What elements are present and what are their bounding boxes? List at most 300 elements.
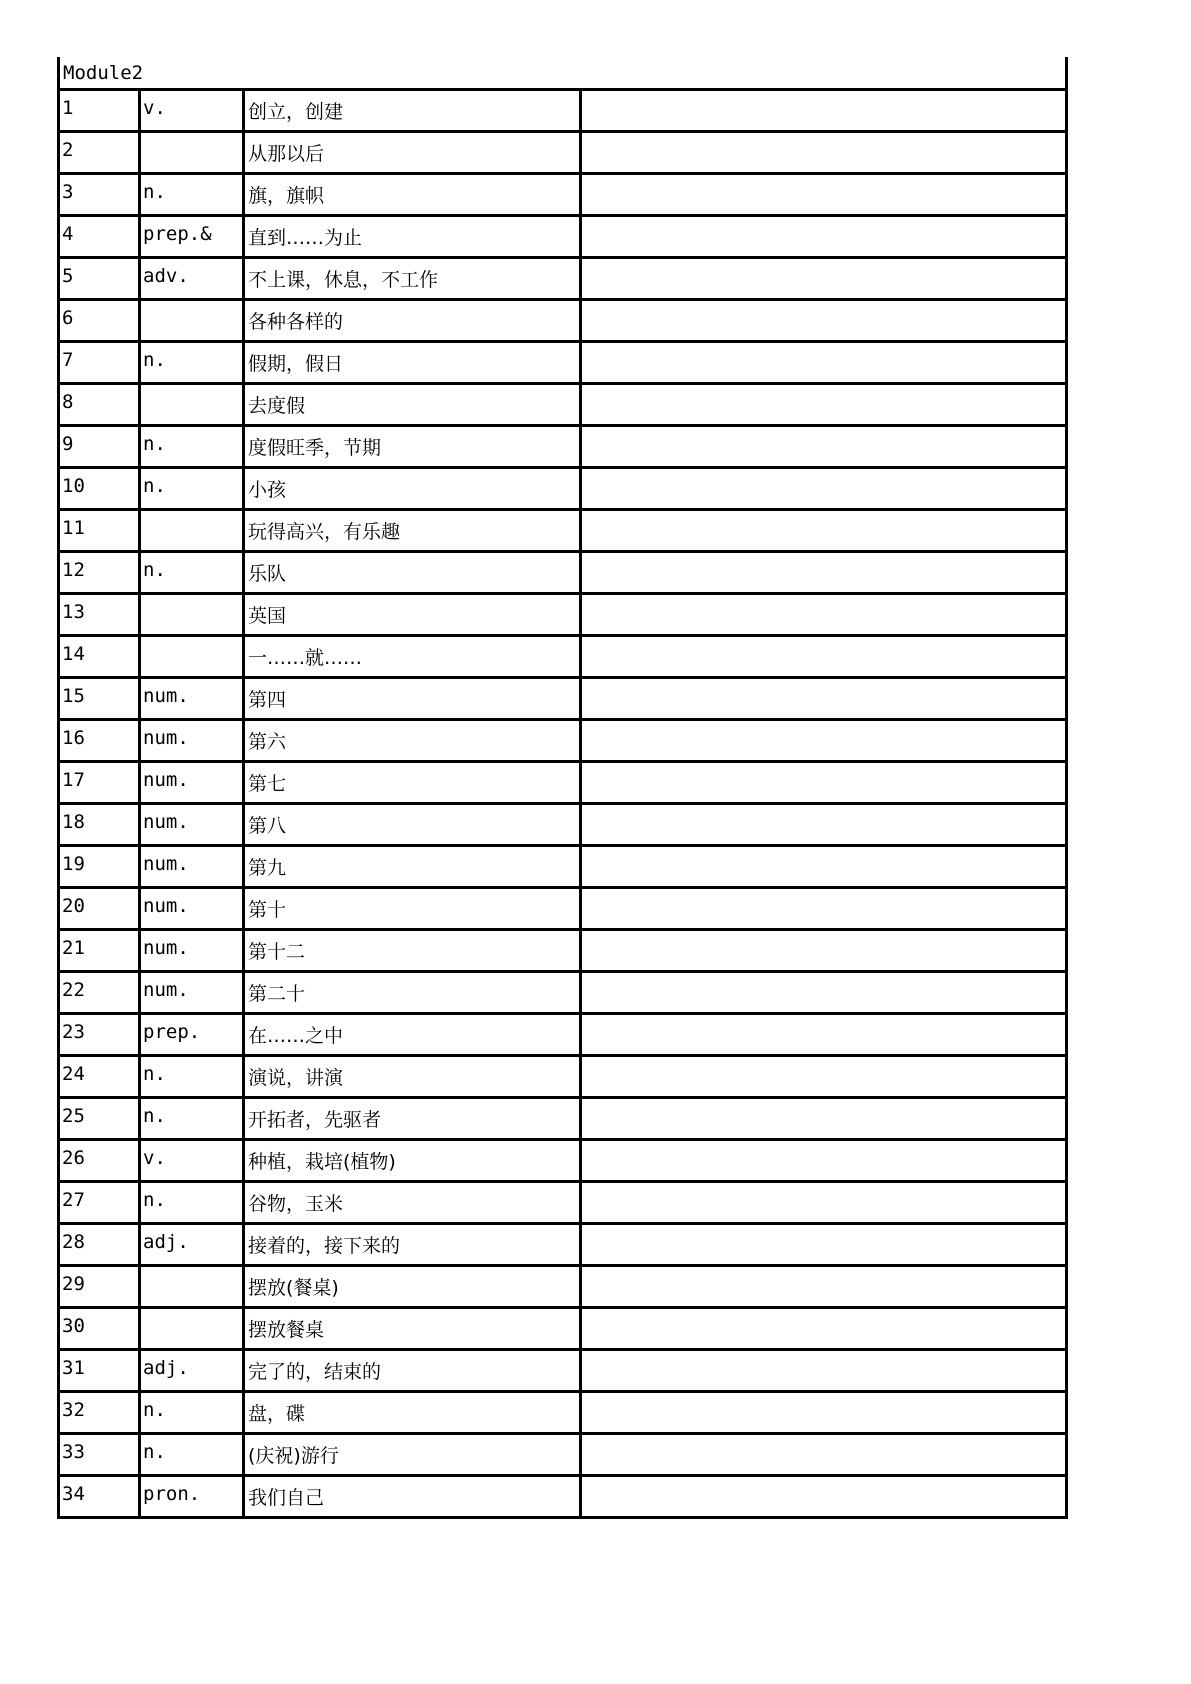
answer-cell — [582, 1141, 1065, 1151]
part-of-speech: prep. — [143, 1021, 201, 1043]
part-of-speech: num. — [143, 979, 189, 1001]
row-number-cell — [59, 174, 140, 216]
answer-cell — [582, 1309, 1065, 1319]
table-row — [59, 132, 1067, 174]
chinese-definition: 摆放(餐桌) — [248, 1277, 339, 1299]
chinese-definition-cell — [244, 426, 581, 468]
answer-cell — [582, 973, 1065, 983]
chinese-definition-cell — [244, 1350, 581, 1392]
chinese-definition-cell — [244, 1182, 581, 1224]
part-of-speech-cell — [140, 1056, 244, 1098]
part-of-speech-cell — [140, 1224, 244, 1266]
row-number: 25 — [62, 1105, 85, 1127]
chinese-definition-cell — [244, 720, 581, 762]
chinese-definition: 第九 — [248, 857, 287, 879]
chinese-definition: 盘，碟 — [248, 1403, 306, 1425]
row-number-cell — [59, 1014, 140, 1056]
table-row — [59, 1224, 1067, 1266]
answer-cell — [582, 385, 1065, 395]
answer-cell — [582, 1477, 1065, 1487]
chinese-definition: 演说，讲演 — [248, 1067, 344, 1089]
chinese-definition-cell — [244, 846, 581, 888]
chinese-definition: 种植，栽培(植物) — [248, 1151, 396, 1173]
part-of-speech — [141, 637, 242, 643]
row-number: 7 — [62, 349, 74, 371]
answer-cell — [582, 1225, 1065, 1235]
answer-cell-cell — [581, 762, 1067, 804]
answer-cell — [582, 259, 1065, 269]
chinese-definition-cell — [244, 552, 581, 594]
answer-cell-cell — [581, 1350, 1067, 1392]
row-number: 33 — [62, 1441, 85, 1463]
row-number: 9 — [62, 433, 74, 455]
part-of-speech-cell — [140, 174, 244, 216]
row-number-cell — [59, 300, 140, 342]
part-of-speech: adj. — [143, 1231, 189, 1253]
answer-cell-cell — [581, 888, 1067, 930]
chinese-definition-cell — [244, 174, 581, 216]
chinese-definition-cell — [244, 132, 581, 174]
chinese-definition-cell — [244, 91, 581, 132]
part-of-speech-cell — [140, 846, 244, 888]
table-row — [59, 342, 1067, 384]
part-of-speech-cell — [140, 384, 244, 426]
row-number-cell — [59, 678, 140, 720]
answer-cell — [582, 175, 1065, 185]
part-of-speech-cell — [140, 762, 244, 804]
row-number: 16 — [62, 727, 85, 749]
part-of-speech-cell — [140, 636, 244, 678]
chinese-definition-cell — [244, 930, 581, 972]
chinese-definition-cell — [244, 594, 581, 636]
table-row — [59, 91, 1067, 132]
part-of-speech-cell — [140, 300, 244, 342]
answer-cell — [582, 469, 1065, 479]
chinese-definition: 第四 — [248, 689, 287, 711]
answer-cell — [582, 1015, 1065, 1025]
answer-cell-cell — [581, 636, 1067, 678]
chinese-definition: 创立，创建 — [248, 101, 344, 123]
row-number: 5 — [62, 265, 74, 287]
part-of-speech: num. — [143, 937, 189, 959]
row-number: 13 — [62, 601, 85, 623]
part-of-speech-cell — [140, 804, 244, 846]
part-of-speech-cell — [140, 1098, 244, 1140]
chinese-definition: 第二十 — [248, 983, 306, 1005]
chinese-definition: 第十二 — [248, 941, 306, 963]
part-of-speech-cell — [140, 888, 244, 930]
part-of-speech: n. — [143, 1105, 166, 1127]
answer-cell — [582, 595, 1065, 605]
table-row — [59, 216, 1067, 258]
answer-cell — [582, 763, 1065, 773]
part-of-speech-cell — [140, 342, 244, 384]
answer-cell-cell — [581, 594, 1067, 636]
answer-cell — [582, 427, 1065, 437]
table-row — [59, 1056, 1067, 1098]
answer-cell — [582, 511, 1065, 521]
row-number: 18 — [62, 811, 85, 833]
answer-cell-cell — [581, 1224, 1067, 1266]
row-number-cell — [59, 510, 140, 552]
part-of-speech: n. — [143, 1063, 166, 1085]
table-row — [59, 468, 1067, 510]
answer-cell-cell — [581, 216, 1067, 258]
part-of-speech: num. — [143, 769, 189, 791]
answer-cell-cell — [581, 1014, 1067, 1056]
row-number: 1 — [62, 97, 74, 119]
answer-cell — [582, 301, 1065, 311]
answer-cell — [582, 1057, 1065, 1067]
part-of-speech: n. — [143, 1441, 166, 1463]
sheet-title-row — [57, 57, 1068, 91]
table-row — [59, 1350, 1067, 1392]
answer-cell — [582, 805, 1065, 815]
chinese-definition-cell — [244, 678, 581, 720]
part-of-speech — [141, 133, 242, 139]
answer-cell — [582, 133, 1065, 143]
table-row — [59, 846, 1067, 888]
row-number: 19 — [62, 853, 85, 875]
chinese-definition-cell — [244, 1224, 581, 1266]
chinese-definition-cell — [244, 1140, 581, 1182]
answer-cell — [582, 91, 1065, 101]
row-number: 24 — [62, 1063, 85, 1085]
part-of-speech-cell — [140, 552, 244, 594]
chinese-definition: 玩得高兴，有乐趣 — [248, 521, 401, 543]
chinese-definition: 各种各样的 — [248, 311, 344, 333]
part-of-speech: prep.& — [143, 223, 212, 245]
part-of-speech: n. — [143, 349, 166, 371]
row-number-cell — [59, 91, 140, 132]
part-of-speech-cell — [140, 91, 244, 132]
part-of-speech: num. — [143, 727, 189, 749]
row-number-cell — [59, 846, 140, 888]
chinese-definition-cell — [244, 1392, 581, 1434]
answer-cell — [582, 721, 1065, 731]
answer-cell — [582, 637, 1065, 647]
part-of-speech — [141, 385, 242, 391]
answer-cell-cell — [581, 1056, 1067, 1098]
chinese-definition-cell — [244, 762, 581, 804]
part-of-speech-cell — [140, 930, 244, 972]
table-row — [59, 1434, 1067, 1476]
chinese-definition-cell — [244, 468, 581, 510]
chinese-definition-cell — [244, 384, 581, 426]
row-number-cell — [59, 132, 140, 174]
row-number-cell — [59, 1308, 140, 1350]
answer-cell — [582, 217, 1065, 227]
row-number: 15 — [62, 685, 85, 707]
row-number-cell — [59, 258, 140, 300]
answer-cell-cell — [581, 1392, 1067, 1434]
part-of-speech-cell — [140, 1140, 244, 1182]
chinese-definition-cell — [244, 888, 581, 930]
part-of-speech: n. — [143, 475, 166, 497]
row-number-cell — [59, 216, 140, 258]
part-of-speech: adv. — [143, 265, 189, 287]
chinese-definition: 从那以后 — [248, 143, 325, 165]
answer-cell-cell — [581, 468, 1067, 510]
chinese-definition-cell — [244, 1434, 581, 1476]
part-of-speech: n. — [143, 1399, 166, 1421]
table-row — [59, 720, 1067, 762]
part-of-speech-cell — [140, 258, 244, 300]
answer-cell — [582, 889, 1065, 899]
answer-cell-cell — [581, 1182, 1067, 1224]
row-number-cell — [59, 1182, 140, 1224]
chinese-definition-cell — [244, 258, 581, 300]
part-of-speech-cell — [140, 1308, 244, 1350]
chinese-definition: 我们自己 — [248, 1487, 325, 1509]
row-number-cell — [59, 1266, 140, 1308]
vocabulary-sheet — [57, 57, 1068, 1519]
table-row — [59, 1098, 1067, 1140]
chinese-definition-cell — [244, 300, 581, 342]
chinese-definition: 假期，假日 — [248, 353, 344, 375]
table-row — [59, 384, 1067, 426]
chinese-definition: 接着的，接下来的 — [248, 1235, 401, 1257]
answer-cell-cell — [581, 552, 1067, 594]
part-of-speech: num. — [143, 853, 189, 875]
table-row — [59, 174, 1067, 216]
row-number: 28 — [62, 1231, 85, 1253]
table-row — [59, 804, 1067, 846]
answer-cell-cell — [581, 720, 1067, 762]
part-of-speech: v. — [143, 97, 166, 119]
part-of-speech: num. — [143, 685, 189, 707]
row-number-cell — [59, 888, 140, 930]
chinese-definition-cell — [244, 1056, 581, 1098]
row-number: 23 — [62, 1021, 85, 1043]
row-number-cell — [59, 804, 140, 846]
row-number-cell — [59, 426, 140, 468]
row-number-cell — [59, 594, 140, 636]
part-of-speech-cell — [140, 1182, 244, 1224]
row-number-cell — [59, 720, 140, 762]
table-row — [59, 888, 1067, 930]
chinese-definition: 直到……为止 — [248, 227, 363, 249]
part-of-speech-cell — [140, 1014, 244, 1056]
row-number: 22 — [62, 979, 85, 1001]
chinese-definition: 小孩 — [248, 479, 287, 501]
answer-cell-cell — [581, 930, 1067, 972]
row-number: 10 — [62, 475, 85, 497]
answer-cell-cell — [581, 384, 1067, 426]
answer-cell — [582, 553, 1065, 563]
part-of-speech — [141, 1267, 242, 1273]
chinese-definition-cell — [244, 1014, 581, 1056]
answer-cell-cell — [581, 678, 1067, 720]
table-row — [59, 1266, 1067, 1308]
vocabulary-table — [57, 91, 1068, 1519]
row-number: 12 — [62, 559, 85, 581]
row-number: 3 — [62, 181, 74, 203]
answer-cell — [582, 1099, 1065, 1109]
answer-cell-cell — [581, 510, 1067, 552]
answer-cell-cell — [581, 972, 1067, 1014]
part-of-speech — [141, 595, 242, 601]
part-of-speech — [141, 301, 242, 307]
row-number-cell — [59, 1476, 140, 1518]
row-number-cell — [59, 468, 140, 510]
row-number-cell — [59, 1224, 140, 1266]
table-row — [59, 426, 1067, 468]
answer-cell-cell — [581, 1098, 1067, 1140]
answer-cell-cell — [581, 258, 1067, 300]
chinese-definition-cell — [244, 1266, 581, 1308]
table-row — [59, 1014, 1067, 1056]
row-number-cell — [59, 1350, 140, 1392]
table-row — [59, 594, 1067, 636]
answer-cell-cell — [581, 1140, 1067, 1182]
part-of-speech: n. — [143, 1189, 166, 1211]
chinese-definition: 第六 — [248, 731, 287, 753]
row-number-cell — [59, 1140, 140, 1182]
table-row — [59, 510, 1067, 552]
chinese-definition: 第七 — [248, 773, 287, 795]
table-row — [59, 972, 1067, 1014]
chinese-definition-cell — [244, 636, 581, 678]
row-number: 21 — [62, 937, 85, 959]
chinese-definition: 不上课，休息，不工作 — [248, 269, 439, 291]
chinese-definition: 一……就…… — [248, 647, 363, 669]
row-number: 20 — [62, 895, 85, 917]
part-of-speech: v. — [143, 1147, 166, 1169]
table-row — [59, 258, 1067, 300]
part-of-speech-cell — [140, 1266, 244, 1308]
chinese-definition-cell — [244, 1308, 581, 1350]
part-of-speech-cell — [140, 426, 244, 468]
table-row — [59, 636, 1067, 678]
chinese-definition: 旗，旗帜 — [248, 185, 325, 207]
table-row — [59, 762, 1067, 804]
row-number-cell — [59, 762, 140, 804]
row-number: 8 — [62, 391, 74, 413]
answer-cell-cell — [581, 1308, 1067, 1350]
answer-cell — [582, 1351, 1065, 1361]
answer-cell-cell — [581, 426, 1067, 468]
row-number-cell — [59, 1056, 140, 1098]
chinese-definition: 完了的，结束的 — [248, 1361, 382, 1383]
answer-cell — [582, 679, 1065, 689]
part-of-speech-cell — [140, 510, 244, 552]
part-of-speech: pron. — [143, 1483, 201, 1505]
part-of-speech-cell — [140, 972, 244, 1014]
part-of-speech-cell — [140, 678, 244, 720]
part-of-speech: n. — [143, 433, 166, 455]
chinese-definition: 第八 — [248, 815, 287, 837]
row-number: 32 — [62, 1399, 85, 1421]
row-number: 34 — [62, 1483, 85, 1505]
chinese-definition-cell — [244, 804, 581, 846]
part-of-speech: num. — [143, 895, 189, 917]
sheet-title: Module2 — [63, 62, 144, 84]
row-number: 17 — [62, 769, 85, 791]
row-number-cell — [59, 552, 140, 594]
row-number: 27 — [62, 1189, 85, 1211]
row-number-cell — [59, 636, 140, 678]
chinese-definition: (庆祝)游行 — [248, 1445, 339, 1467]
table-row — [59, 1392, 1067, 1434]
chinese-definition: 去度假 — [248, 395, 306, 417]
answer-cell-cell — [581, 1476, 1067, 1518]
part-of-speech-cell — [140, 1392, 244, 1434]
row-number: 6 — [62, 307, 74, 329]
row-number-cell — [59, 972, 140, 1014]
chinese-definition-cell — [244, 1476, 581, 1518]
answer-cell — [582, 931, 1065, 941]
answer-cell — [582, 1267, 1065, 1277]
chinese-definition: 谷物，玉米 — [248, 1193, 344, 1215]
part-of-speech-cell — [140, 132, 244, 174]
answer-cell — [582, 1393, 1065, 1403]
row-number: 30 — [62, 1315, 85, 1337]
row-number-cell — [59, 342, 140, 384]
chinese-definition-cell — [244, 216, 581, 258]
part-of-speech-cell — [140, 1476, 244, 1518]
table-row — [59, 1476, 1067, 1518]
answer-cell-cell — [581, 174, 1067, 216]
chinese-definition-cell — [244, 972, 581, 1014]
answer-cell-cell — [581, 804, 1067, 846]
chinese-definition: 英国 — [248, 605, 287, 627]
part-of-speech-cell — [140, 594, 244, 636]
answer-cell-cell — [581, 846, 1067, 888]
table-row — [59, 552, 1067, 594]
answer-cell-cell — [581, 342, 1067, 384]
part-of-speech: n. — [143, 559, 166, 581]
answer-cell-cell — [581, 1266, 1067, 1308]
chinese-definition-cell — [244, 1098, 581, 1140]
table-row — [59, 300, 1067, 342]
part-of-speech: num. — [143, 811, 189, 833]
part-of-speech — [141, 511, 242, 517]
row-number: 26 — [62, 1147, 85, 1169]
part-of-speech-cell — [140, 216, 244, 258]
answer-cell — [582, 1183, 1065, 1193]
row-number: 14 — [62, 643, 85, 665]
answer-cell-cell — [581, 1434, 1067, 1476]
row-number-cell — [59, 384, 140, 426]
vocabulary-table-body — [59, 91, 1067, 1518]
chinese-definition-cell — [244, 510, 581, 552]
answer-cell — [582, 343, 1065, 353]
answer-cell-cell — [581, 91, 1067, 132]
row-number: 31 — [62, 1357, 85, 1379]
chinese-definition: 第十 — [248, 899, 287, 921]
row-number: 29 — [62, 1273, 85, 1295]
answer-cell-cell — [581, 300, 1067, 342]
part-of-speech-cell — [140, 468, 244, 510]
answer-cell-cell — [581, 132, 1067, 174]
row-number: 11 — [62, 517, 85, 539]
table-row — [59, 1308, 1067, 1350]
chinese-definition: 在……之中 — [248, 1025, 344, 1047]
answer-cell — [582, 1435, 1065, 1445]
answer-cell — [582, 847, 1065, 857]
part-of-speech-cell — [140, 720, 244, 762]
row-number-cell — [59, 1392, 140, 1434]
chinese-definition-cell — [244, 342, 581, 384]
part-of-speech-cell — [140, 1350, 244, 1392]
row-number-cell — [59, 1098, 140, 1140]
table-row — [59, 1140, 1067, 1182]
table-row — [59, 930, 1067, 972]
table-row — [59, 678, 1067, 720]
row-number: 2 — [62, 139, 74, 161]
chinese-definition: 乐队 — [248, 563, 287, 585]
